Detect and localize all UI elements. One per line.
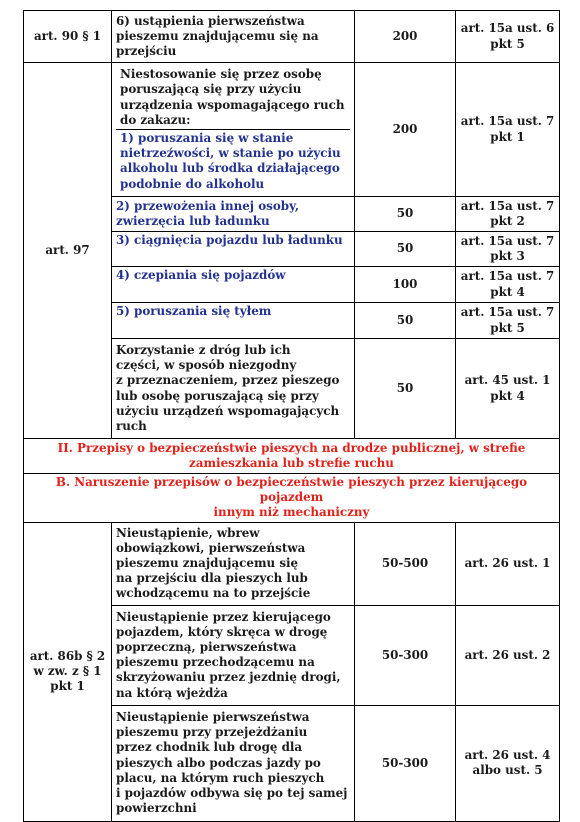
fine-amount: 50 (355, 339, 456, 439)
legal-basis (456, 605, 560, 705)
text-line: 4) czepiania się pojazdów (116, 268, 286, 282)
text-line: pkt 1 (490, 129, 525, 144)
text-line: 5) poruszania się tyłem (116, 304, 272, 318)
fine-amount: 50-300 (355, 605, 456, 705)
text-line: na którą wjeżdża (116, 685, 228, 700)
fine-amount: 50-300 (355, 705, 456, 821)
text-line: z przeznaczeniem, przez pieszego (116, 373, 340, 388)
offence-description (112, 11, 355, 63)
legal-basis (456, 63, 560, 197)
text-line: przez chodnik lub drogę dla (116, 740, 303, 755)
text-line: nietrzeźwości, w stanie po użyciu (120, 146, 341, 161)
text-line: pieszemu znajdującemu się na (116, 28, 319, 43)
offence-subpoint (112, 197, 355, 232)
offence-subpoint (112, 303, 355, 339)
text-line: art. 45 ust. 1 (464, 373, 551, 388)
text-line: 3) ciągnięcia pojazdu lub ładunku (116, 233, 343, 247)
text-line: ruch (116, 418, 147, 433)
text-line: lub osobę poruszającą się przy (116, 388, 319, 403)
offence-description (112, 705, 355, 821)
offence-intro (116, 66, 350, 130)
fine-amount: 50-500 (355, 522, 456, 605)
text-line: art. 15a ust. 7 (460, 305, 555, 320)
text-line: użyciu urządzeń wspomagających (116, 403, 340, 418)
legal-basis (456, 11, 560, 63)
legal-basis (456, 197, 560, 232)
text-line: poprzeczną, pierwszeństwa (116, 639, 297, 654)
text-line: Nieustąpienie pierwszeństwa (116, 709, 310, 724)
text-line: art. 15a ust. 7 (460, 269, 555, 284)
legal-basis (456, 267, 560, 303)
section-heading (24, 474, 560, 523)
fines-table (23, 10, 560, 822)
section-heading-row (24, 474, 560, 523)
fine-amount: 50 (355, 232, 456, 267)
text-line: 1) poruszania się w stanie (120, 131, 294, 145)
text-line: pkt 2 (490, 214, 525, 228)
legal-basis (456, 705, 560, 821)
text-line: albo ust. 5 (472, 763, 543, 778)
table-row (24, 522, 560, 605)
legal-basis (456, 303, 560, 339)
text-line: poruszającą się przy użyciu (120, 82, 302, 97)
text-line: art. 15a ust. 7 (460, 233, 555, 248)
text-line: pieszych albo podczas jazdy po (116, 755, 321, 770)
offence-description (112, 522, 355, 605)
legal-basis (456, 522, 560, 605)
text-line: 6) ustąpienia pierwszeństwa (116, 13, 305, 28)
text-line: skrzyżowaniu przez jezdnię drogi, (116, 670, 341, 685)
text-line: alkoholu lub środka działającego (120, 161, 340, 176)
text-line: placu, na którym ruch pieszych (116, 770, 325, 785)
text-line: powierzchni (116, 801, 197, 816)
text-line: innym niż mechaniczny (213, 505, 370, 520)
text-line: przejściu (116, 44, 177, 59)
text-line: pojazdem, który skręca w drogę (116, 624, 328, 639)
offence-description (112, 605, 355, 705)
offence-description (112, 63, 355, 197)
text-line: części, w sposób niezgodny (116, 358, 297, 373)
text-line: podobnie do alkoholu (120, 176, 265, 191)
fine-amount: 50 (355, 303, 456, 339)
offence-subpoint (112, 267, 355, 303)
text-line: art. 86b § 2 (29, 648, 106, 663)
text-line: pkt 4 (490, 388, 525, 403)
table-row (24, 11, 560, 63)
text-line: Korzystanie z dróg lub ich (116, 342, 291, 357)
text-line: II. Przepisy o bezpieczeństwie pieszych na drodze publicznej, w strefie (57, 440, 526, 455)
article-cell: art. 97 (24, 63, 112, 439)
text-line: pieszemu przy przejeżdżaniu (116, 725, 308, 740)
text-line: art. 15a ust. 7 (460, 198, 555, 213)
text-line: do zakazu: (120, 112, 191, 127)
text-line: Niestosowanie się przez osobę (120, 67, 322, 82)
text-line: pkt 3 (490, 249, 525, 263)
text-line: 2) przewożenia innej osoby, (116, 198, 300, 213)
text-line: wchodzącemu na to przejście (116, 586, 311, 601)
text-line: pieszemu przechodzącemu na (116, 655, 315, 670)
text-line: B. Naruszenie przepisów o bezpieczeństwie pieszych przez kierującego pojazdem (55, 475, 528, 505)
text-line: i pojazdów odbywa się po tej samej (116, 785, 348, 800)
legal-basis (456, 339, 560, 439)
legal-basis (456, 232, 560, 267)
text-line: art. 26 ust. 1 (464, 556, 551, 570)
text-line: pieszemu znajdującemu się (116, 556, 299, 570)
text-line: pkt 5 (490, 36, 525, 51)
text-line: pkt 1 (50, 679, 85, 694)
text-line: Nieustąpienie przez kierującego (116, 609, 331, 624)
offence-subpoint (116, 130, 350, 193)
text-line: pkt 5 (490, 320, 525, 335)
text-line: obowiązkowi, pierwszeństwa (116, 540, 306, 555)
fine-amount: 200 (355, 11, 456, 63)
text-line: art. 15a ust. 7 (460, 114, 555, 129)
article-cell (24, 522, 112, 821)
text-line: art. 26 ust. 4 (464, 747, 551, 762)
fine-amount: 100 (355, 267, 456, 303)
text-line: pkt 4 (490, 284, 525, 299)
text-line: na przejściu dla pieszych lub (116, 571, 308, 586)
text-line: art. 15a ust. 6 (460, 21, 555, 36)
text-line: zamieszkania lub strefie ruchu (189, 456, 394, 470)
section-heading-row (24, 439, 560, 474)
text-line: urządzenia wspomagającego ruch (120, 97, 345, 112)
article-cell: art. 90 § 1 (24, 11, 112, 63)
table-row (24, 63, 560, 197)
fine-amount: 50 (355, 197, 456, 232)
offence-subpoint (112, 232, 355, 267)
text-line: w zw. z § 1 (33, 664, 102, 678)
fine-amount: 200 (355, 63, 456, 197)
section-heading (24, 439, 560, 474)
offence-description (112, 339, 355, 439)
text-line: art. 26 ust. 2 (464, 647, 551, 662)
text-line: Nieustąpienie, wbrew (116, 525, 260, 540)
text-line: zwierzęcia lub ładunku (116, 214, 270, 228)
